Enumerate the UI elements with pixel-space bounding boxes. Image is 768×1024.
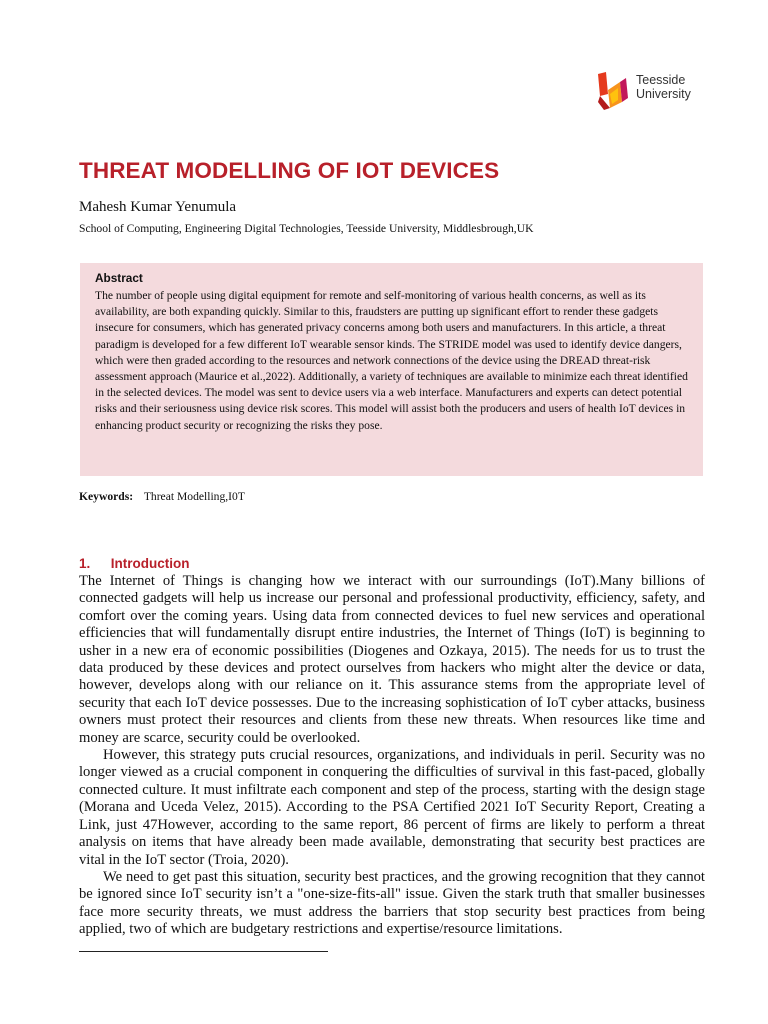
- section-number: 1.: [79, 556, 91, 571]
- university-emblem-icon: [596, 72, 632, 110]
- section-heading-introduction: [79, 556, 190, 571]
- university-logo: [596, 72, 706, 112]
- paragraph: However, this strategy puts crucial resources, organizations, and individuals in peril. Security was no longer viewed as a crucial component in conquering the difficulties of survival in this fast-paced, globally connected culture. It must infiltrate each component and step of the process, starting with the design stage (Morana and Uceda Velez, 2015). According to the PSA Certified 2021 IoT Security Report, Creating a Link, just 47However, according to the same report, 86 percent of firms are likely to perform a threat analysis on items that have already been made available, demonstrating that security best practices are vital in the IoT sector (Troia, 2020).: [79, 747, 705, 868]
- footnote-divider: [79, 951, 328, 952]
- abstract-text: The number of people using digital equipment for remote and self-monitoring of various health concerns, as well as its availability, are both expanding quickly. Similar to this, fraudsters are putting up significant effort to render these gadgets insecure for consumers, which has generated privacy concerns among both users and manufacturers. In this article, a threat paradigm is developed for a few different IoT wearable sensor kinds. The STRIDE model was used to identify device dangers, which were then graded according to the resources and network connections of the device using the DREAD threat-risk assessment approach (Maurice et al.,2022). Additionally, a variety of techniques are available to minimize each threat identified in the selected devices. The model was sent to device users via a web interface. Manufacturers and experts can detect potential risks and their seriousness using device risk scores. This model will assist both the producers and users of health IoT devices in enhancing product security or recognizing the risks they pose.: [95, 289, 688, 432]
- section-title: Introduction: [110, 556, 190, 571]
- keywords-value: Threat Modelling,I0T: [143, 490, 245, 503]
- paper-title: THREAT MODELLING OF IOT DEVICES: [79, 158, 500, 183]
- keywords: [79, 490, 245, 503]
- introduction-body: [79, 573, 705, 939]
- paragraph: The Internet of Things is changing how we interact with our surroundings (IoT).Many billions of connected gadgets will help us increase our personal and professional productivity, efficiency, safety, and comfort over the coming years. Using data from connected devices to fuel new services and operational efficiencies that will fundamentally disrupt entire industries, the Internet of Things (IoT) is beginning to usher in a new era of economic possibilities (Diogenes and Ozkaya, 2015). The needs for us to trust the data produced by these devices and protect ourselves from hackers who might alter the device or data, however, develops along with our reliance on it. This assurance stems from the appropriate level of security that each IoT device possesses. Due to the increasing sophistication of IoT cyber attacks, business owners must protect their resources and clients from these new threats. When resources like time and money are scarce, security could be overlooked.: [79, 573, 705, 746]
- keywords-label: Keywords:: [79, 490, 134, 503]
- author-affiliation: School of Computing, Engineering Digital Technologies, Teesside University, Middlesbrough,UK: [79, 222, 534, 235]
- abstract-heading: Abstract: [95, 271, 143, 285]
- paragraph: We need to get past this situation, security best practices, and the growing recognition that they cannot be ignored since IoT security isn’t a "one-size-fits-all" issue. Given the stark truth that smaller businesses face more security threats, we must address the barriers that stop security best practices from being applied, two of which are budgetary restrictions and expertise/resource limitations.: [79, 868, 705, 938]
- wordmark-line1: Teesside: [636, 73, 686, 87]
- author-name: Mahesh Kumar Yenumula: [79, 199, 237, 215]
- abstract-box: [80, 263, 703, 476]
- wordmark-line2: University: [636, 87, 691, 101]
- university-wordmark: [636, 73, 691, 101]
